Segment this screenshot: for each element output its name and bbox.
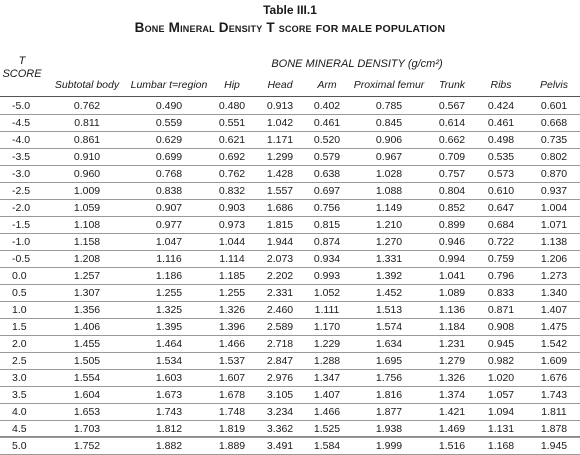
bmd-cell: 1.811 [528,404,580,421]
bmd-cell: 0.697 [306,183,348,200]
bmd-cell: 1.945 [528,438,580,455]
bmd-cell: 0.804 [430,183,474,200]
bmd-cell: 0.870 [528,166,580,183]
table-row [0,285,580,302]
bmd-cell: 0.913 [254,98,306,115]
bmd-cell: 0.535 [474,149,528,166]
bmd-cell: 0.852 [430,200,474,217]
bmd-cell: 0.461 [474,115,528,132]
bmd-cell: 1.406 [46,319,128,336]
bmd-cell: 0.768 [128,166,210,183]
bmd-cell: 1.695 [348,353,430,370]
column-header: Ribs [490,79,512,91]
bmd-cell: 0.520 [306,132,348,149]
bottom-rule [0,436,580,437]
bmd-cell: 1.255 [128,285,210,302]
bmd-cell: 0.709 [430,149,474,166]
bmd-cell: 1.673 [128,387,210,404]
bmd-cell: 0.815 [306,217,348,234]
bmd-cell: 1.396 [210,319,254,336]
table-row [0,438,580,455]
table-row [0,251,580,268]
table-title-main: Bone Mineral Density T score [134,20,312,35]
bmd-cell: 1.089 [430,285,474,302]
bmd-cell: 0.946 [430,234,474,251]
table-row [0,336,580,353]
bmd-cell: 2.718 [254,336,306,353]
bmd-cell: 1.168 [474,438,528,455]
bmd-cell: 1.111 [306,302,348,319]
bmd-cell: 1.170 [306,319,348,336]
t-score-cell: 5.0 [0,438,46,455]
table-row [0,149,580,166]
table-body [0,98,580,455]
table-row [0,166,580,183]
t-score-cell: -4.5 [0,115,46,132]
bmd-cell: 1.392 [348,268,430,285]
bmd-cell: 1.116 [128,251,210,268]
bmd-cell: 0.910 [46,149,128,166]
t-score-cell: -4.0 [0,132,46,149]
bmd-cell: 0.908 [474,319,528,336]
bmd-cell: 0.906 [348,132,430,149]
bmd-cell: 1.513 [348,302,430,319]
bmd-cell: 0.871 [474,302,528,319]
bmd-cell: 1.743 [528,387,580,404]
bmd-cell: 1.004 [528,200,580,217]
bmd-cell: 0.759 [474,251,528,268]
bmd-cell: 1.703 [46,421,128,438]
bmd-cell: 1.604 [46,387,128,404]
row-header-top: T [18,55,26,67]
bmd-cell: 1.452 [348,285,430,302]
bmd-cell: 0.756 [306,200,348,217]
bmd-cell: 0.994 [430,251,474,268]
row-header [2,55,42,81]
bmd-cell: 0.907 [128,200,210,217]
bmd-cell: 1.999 [348,438,430,455]
bmd-cell: 1.748 [210,404,254,421]
bmd-cell: 1.326 [430,370,474,387]
bmd-cell: 2.202 [254,268,306,285]
bmd-cell: 3.234 [254,404,306,421]
bmd-cell: 0.610 [474,183,528,200]
bmd-cell: 0.559 [128,115,210,132]
table-row [0,404,580,421]
bmd-cell: 1.752 [46,438,128,455]
column-header: Proximal femur [353,79,425,91]
bmd-cell: 1.574 [348,319,430,336]
table-title-suffix: FOR MALE POPULATION [315,23,446,35]
t-score-cell: 4.5 [0,421,46,438]
bmd-cell: 1.557 [254,183,306,200]
bmd-cell: 2.460 [254,302,306,319]
bmd-cell: 1.210 [348,217,430,234]
bmd-cell: 0.573 [474,166,528,183]
t-score-cell: -2.5 [0,183,46,200]
bmd-cell: 1.057 [474,387,528,404]
bmd-cell: 1.047 [128,234,210,251]
bmd-cell: 1.743 [128,404,210,421]
column-header: Trunk [438,79,466,91]
bmd-cell: 1.231 [430,336,474,353]
bmd-cell: 1.114 [210,251,254,268]
bmd-cell: 0.684 [474,217,528,234]
bmd-cell: 1.042 [254,115,306,132]
bmd-cell: 1.609 [528,353,580,370]
bmd-cell: 0.832 [210,183,254,200]
t-score-cell: -1.5 [0,217,46,234]
bmd-cell: 0.461 [306,115,348,132]
bmd-cell: 1.326 [210,302,254,319]
bmd-cell: 0.567 [430,98,474,115]
bmd-cell: 1.653 [46,404,128,421]
row-header-bottom: SCORE [2,68,42,80]
bmd-cell: 1.464 [128,336,210,353]
bmd-cell: 1.421 [430,404,474,421]
bmd-cell: 1.340 [528,285,580,302]
bmd-cell: 1.516 [430,438,474,455]
bmd-cell: 1.331 [348,251,430,268]
table-row [0,183,580,200]
bmd-cell: 0.903 [210,200,254,217]
bmd-cell: 1.944 [254,234,306,251]
column-header: Hip [224,79,240,91]
t-score-cell: -3.5 [0,149,46,166]
table-row [0,234,580,251]
bmd-cell: 1.466 [210,336,254,353]
bmd-cell: 1.428 [254,166,306,183]
bmd-cell: 0.993 [306,268,348,285]
bmd-cell: 1.208 [46,251,128,268]
bmd-cell: 1.229 [306,336,348,353]
bmd-cell: 1.184 [430,319,474,336]
bmd-cell: 0.699 [128,149,210,166]
bmd-cell: 0.874 [306,234,348,251]
column-header: Pelvis [539,79,568,91]
t-score-cell: 3.0 [0,370,46,387]
bmd-cell: 1.136 [430,302,474,319]
bmd-cell: 0.601 [528,98,580,115]
table-row [0,98,580,115]
bmd-cell: 1.603 [128,370,210,387]
bmd-cell: 1.812 [128,421,210,438]
bmd-cell: 1.756 [348,370,430,387]
bmd-cell: 0.498 [474,132,528,149]
bmd-cell: 0.579 [306,149,348,166]
bmd-cell: 2.976 [254,370,306,387]
bmd-cell: 1.325 [128,302,210,319]
bmd-cell: 0.796 [474,268,528,285]
bmd-cell: 1.255 [210,285,254,302]
bmd-cell: 1.407 [528,302,580,319]
bmd-cell: 3.105 [254,387,306,404]
bmd-cell: 1.815 [254,217,306,234]
bmd-cell: 1.505 [46,353,128,370]
bmd-cell: 0.833 [474,285,528,302]
column-header: Head [267,79,293,91]
table-row [0,268,580,285]
bmd-cell: 1.347 [306,370,348,387]
bmd-cell: 1.273 [528,268,580,285]
bmd-cell: 1.819 [210,421,254,438]
bmd-cell: 0.934 [306,251,348,268]
table-title [0,19,580,38]
bmd-cell: 1.131 [474,421,528,438]
bmd-cell: 2.331 [254,285,306,302]
bmd-cell: 0.629 [128,132,210,149]
bmd-cell: 0.973 [210,217,254,234]
bmd-cell: 1.059 [46,200,128,217]
t-score-cell: 4.0 [0,404,46,421]
bmd-cell: 0.735 [528,132,580,149]
bmd-cell: 1.455 [46,336,128,353]
bmd-cell: 0.424 [474,98,528,115]
bmd-cell: 1.108 [46,217,128,234]
bmd-cell: 1.138 [528,234,580,251]
bmd-cell: 1.938 [348,421,430,438]
bmd-cell: 0.662 [430,132,474,149]
table-row [0,353,580,370]
bmd-cell: 0.762 [46,98,128,115]
bmd-cell: 1.554 [46,370,128,387]
bmd-cell: 1.288 [306,353,348,370]
table-row [0,132,580,149]
bmd-cell: 1.584 [306,438,348,455]
bmd-cell: 1.041 [430,268,474,285]
t-score-cell: 3.5 [0,387,46,404]
bmd-cell: 1.307 [46,285,128,302]
bmd-cell: 0.960 [46,166,128,183]
bmd-cell: 0.480 [210,98,254,115]
t-score-cell: 0.0 [0,268,46,285]
bmd-cell: 1.185 [210,268,254,285]
bmd-cell: 1.537 [210,353,254,370]
bmd-cell: 0.899 [430,217,474,234]
t-score-cell: -3.0 [0,166,46,183]
bmd-cell: 0.802 [528,149,580,166]
bmd-cell: 1.257 [46,268,128,285]
bmd-cell: 1.088 [348,183,430,200]
t-score-cell: -2.0 [0,200,46,217]
bmd-cell: 0.937 [528,183,580,200]
t-score-cell: -5.0 [0,98,46,115]
table-row [0,200,580,217]
bmd-cell: 1.270 [348,234,430,251]
table-row [0,421,580,438]
bmd-cell: 1.374 [430,387,474,404]
bmd-cell: 3.491 [254,438,306,455]
bmd-cell: 2.589 [254,319,306,336]
bmd-cell: 1.279 [430,353,474,370]
column-header: Lumbar t=region [130,79,208,91]
bmd-cell: 1.525 [306,421,348,438]
bmd-cell: 1.466 [306,404,348,421]
bmd-cell: 2.847 [254,353,306,370]
bmd-cell: 1.149 [348,200,430,217]
table-row [0,115,580,132]
bmd-cell: 1.878 [528,421,580,438]
t-score-cell: 1.0 [0,302,46,319]
bmd-cell: 0.757 [430,166,474,183]
bmd-cell: 0.845 [348,115,430,132]
column-header: Subtotal body [54,79,120,91]
bmd-cell: 0.785 [348,98,430,115]
bmd-cell: 0.861 [46,132,128,149]
bmd-cell: 1.395 [128,319,210,336]
bmd-cell: 1.299 [254,149,306,166]
bmd-cell: 1.009 [46,183,128,200]
data-table [0,98,580,455]
bmd-cell: 1.206 [528,251,580,268]
bmd-cell: 1.171 [254,132,306,149]
bmd-cell: 0.638 [306,166,348,183]
t-score-cell: 1.5 [0,319,46,336]
t-score-cell: 2.5 [0,353,46,370]
header-rule [0,96,580,97]
table-row [0,217,580,234]
bmd-cell: 0.838 [128,183,210,200]
t-score-cell: -0.5 [0,251,46,268]
bmd-cell: 1.071 [528,217,580,234]
bmd-cell: 0.982 [474,353,528,370]
table-row [0,370,580,387]
bmd-cell: 1.542 [528,336,580,353]
bmd-cell: 1.889 [210,438,254,455]
table-caption: Table III.1 [263,3,317,17]
t-score-cell: 2.0 [0,336,46,353]
bmd-cell: 1.634 [348,336,430,353]
bmd-cell: 1.816 [348,387,430,404]
bmd-cell: 1.020 [474,370,528,387]
bmd-cell: 1.407 [306,387,348,404]
bmd-cell: 0.647 [474,200,528,217]
table-row [0,387,580,404]
bmd-cell: 1.158 [46,234,128,251]
bmd-cell: 0.977 [128,217,210,234]
bmd-cell: 1.676 [528,370,580,387]
bmd-cell: 0.945 [474,336,528,353]
t-score-cell: -1.0 [0,234,46,251]
bmd-cell: 1.186 [128,268,210,285]
bmd-cell: 1.882 [128,438,210,455]
column-header: Arm [317,79,337,91]
bmd-cell: 1.475 [528,319,580,336]
t-score-cell: 0.5 [0,285,46,302]
bmd-cell: 0.668 [528,115,580,132]
bmd-cell: 0.621 [210,132,254,149]
bmd-cell: 0.762 [210,166,254,183]
bmd-cell: 1.356 [46,302,128,319]
bmd-cell: 0.551 [210,115,254,132]
bmd-cell: 1.469 [430,421,474,438]
bmd-cell: 1.052 [306,285,348,302]
bmd-cell: 1.686 [254,200,306,217]
bmd-cell: 1.877 [348,404,430,421]
bmd-cell: 0.402 [306,98,348,115]
bmd-cell: 0.614 [430,115,474,132]
bmd-cell: 2.073 [254,251,306,268]
bmd-cell: 0.722 [474,234,528,251]
bmd-cell: 1.028 [348,166,430,183]
bmd-cell: 0.967 [348,149,430,166]
bmd-cell: 1.094 [474,404,528,421]
bmd-cell: 0.692 [210,149,254,166]
bmd-cell: 3.362 [254,421,306,438]
table-row [0,319,580,336]
bmd-cell: 0.490 [128,98,210,115]
bmd-cell: 1.044 [210,234,254,251]
group-header: BONE MINERAL DENSITY (g/cm²) [271,58,443,70]
bmd-cell: 1.678 [210,387,254,404]
bmd-cell: 1.534 [128,353,210,370]
bmd-cell: 1.607 [210,370,254,387]
bmd-cell: 0.811 [46,115,128,132]
table-row [0,302,580,319]
